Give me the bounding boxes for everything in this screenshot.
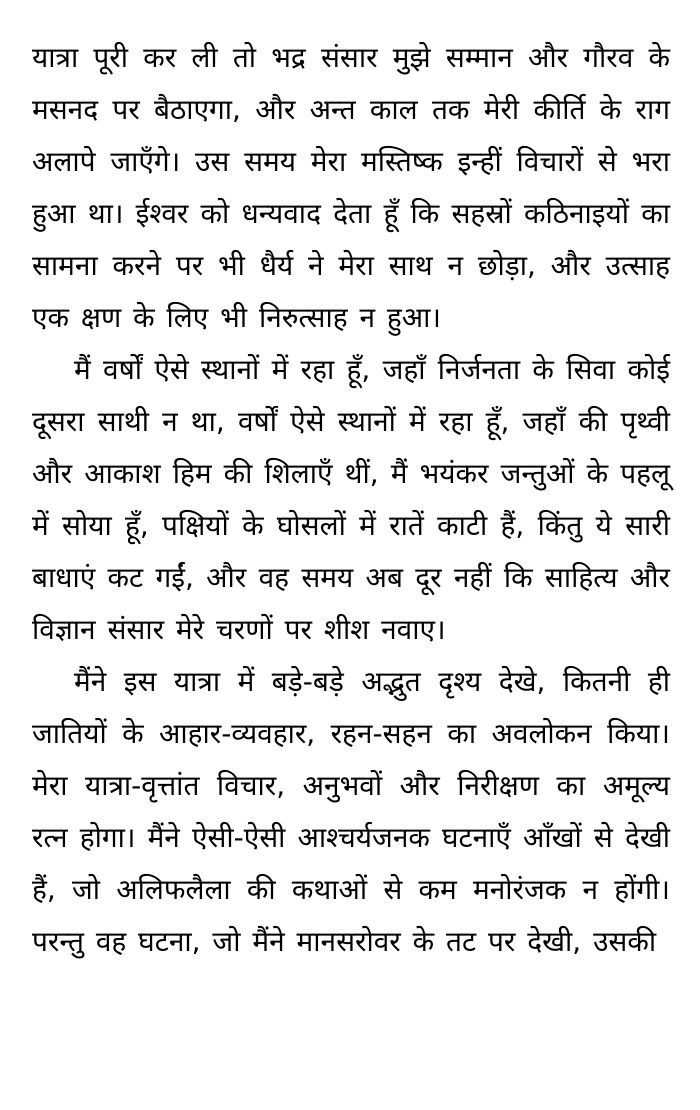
paragraph-3: मैंने इस यात्रा में बड़े-बड़े अद्भुत दृश्य देखे, कितनी ही जातियों के आहार-व्यवहार, रहन-सहन का अवलोकन किया। मेरा यात्रा-वृत्तांत विचार, अनुभवों और निरीक्षण का अमूल्य रत्न होगा। मैंने ऐसी-ऐसी आश्चर्यजनक घटनाएँ आँखों से देखी हैं, जो अलिफलैला की कथाओं से कम मनोरंजक न होंगी। परन्तु वह घटना, जो मैंने मानसरोवर के तट पर देखी, उसकी xyxy=(32,665,670,958)
paragraph-1: यात्रा पूरी कर ली तो भद्र संसार मुझे सम्मान और गौरव के मसनद पर बैठाएगा, और अन्त काल तक मेरी कीर्ति के राग अलापे जाएँगे। उस समय मेरा मस्तिष्क इन्हीं विचारों से भरा हुआ था। ईश्वर को धन्यवाद देता हूँ कि सहस्रों कठिनाइयों का सामना करने पर भी धैर्य ने मेरा साथ न छोड़ा, और उत्साह एक क्षण के लिए भी निरुत्साह न हुआ। xyxy=(32,41,670,334)
paragraph-2: मैं वर्षों ऐसे स्थानों में रहा हूँ, जहाँ निर्जनता के सिवा कोई दूसरा साथी न था, वर्षों ऐसे स्थानों में रहा हूँ, जहाँ की पृथ्वी और आकाश हिम की शिलाएँ थीं, मैं भयंकर जन्तुओं के पहलू में सोया हूँ, पक्षियों के घोसलों में रातें काटी हैं, किंतु ये सारी बाधाएं कट गईं, और वह समय अब दूर नहीं कि साहित्य और विज्ञान संसार मेरे चरणों पर शीश नवाए। xyxy=(32,353,670,646)
